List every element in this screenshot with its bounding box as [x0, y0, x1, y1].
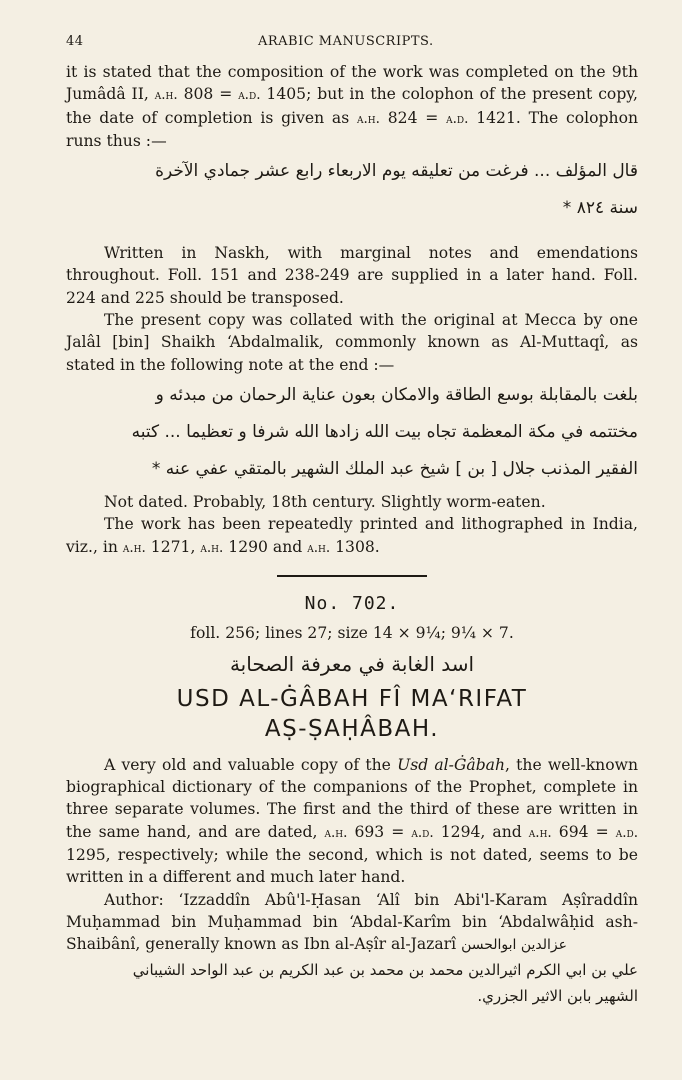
entry-title: [66, 684, 638, 744]
entry-collation: foll. 256; lines 27; size 14 × 9¼; 9¼ × 7.: [190, 623, 514, 642]
section-divider: [277, 575, 427, 577]
entry-arabic-title: اسد الغابة في معرفة الصحابة: [229, 651, 475, 676]
arabic-note-line-1: بلغت بالمقابلة بوسع الطاقة والامكان بعون عناية الرحمان من مبدئه و: [155, 384, 638, 405]
collation-note-paragraph: The present copy was collated with the original at Mecca by one Jalâl [bin] Shaikh ‘Abdalmalik, commonly known as Al-Muttaqî, as stated in the following note at the end :—: [66, 311, 638, 374]
script-description-paragraph: Written in Naskh, with marginal notes and emendations throughout. Foll. 151 and 238-249 are supplied in a later hand. Foll. 224 and 225 should be transposed.: [66, 244, 638, 307]
printing-history-paragraph: The work has been repeatedly printed and lithographed in India, viz., in a.h. 1271, a.h. 1290 and a.h. 1308.: [66, 515, 638, 556]
entry-title-line-2: AṢ-ṢAḤÂBAH.: [264, 715, 440, 742]
author-arabic-inline: عزالدين ابوالحسن: [461, 937, 568, 954]
arabic-note-line-2: مختتمه في مكة المعظمة تجاه بيت الله زادها الله شرفا و تعظيما ... كتبه: [131, 421, 638, 442]
author-arabic-line-1: علي بن ابي الكرم اثيرالدين محمد بن محمد بن عبد الكريم بن عبد الواحد الشيباني: [132, 960, 638, 979]
date-condition-paragraph: Not dated. Probably, 18th century. Slightly worm-eaten.: [104, 492, 546, 511]
arabic-note-line-3: الفقير المذنب جلال [ بن ] شيخ عبد الملك الشهير بالمتقي عفي عنه *: [151, 458, 638, 479]
entry-title-line-1: USD AL-ĠÂBAH FÎ MA‘RIFAT: [176, 685, 528, 712]
running-head: [66, 34, 638, 49]
arabic-colophon-line-1: قال المؤلف ... فرغت من تعليقه يوم الاربعاء رابع عشر جمادي الآخرة: [155, 161, 638, 182]
work-title-italic: Usd al-Ġâbah: [397, 755, 506, 774]
entry-number: No. 702.: [304, 592, 400, 614]
author-arabic-line-2: الشهير بابن الاثير الجزري.: [477, 986, 638, 1005]
page-number: 44: [66, 34, 84, 49]
entry-description-paragraph: A very old and valuable copy of the Usd al-Ġâbah, the well-known biographical dictionary of the companions of the Prophet, complete in three separate volumes. The first and the third of these are written in the same hand, and are dated, a.h. 693 = a.d. 1294, and a.h. 694 = a.d. 1295, respectively; while the second, which is not dated, seems to be written in a different and much later hand.: [66, 755, 639, 887]
colophon-intro-paragraph: it is stated that the composition of the work was completed on the 9th Jumâdâ II, a.h. 808 = a.d. 1405; but in the colophon of the present copy, the date of completion is given as a.h. 824 = a.d. 1421. The colophon runs thus :—: [66, 63, 639, 150]
author-paragraph: Author: ‘Izzaddîn Abû'l-Ḥasan ‘Alî bin Abi'l-Karam Aṣîraddîn Muḥammad bin Muḥammad bin ‘Abdal-Karîm bin ‘Abdalwâḥid ash-Shaibânî, generally known as Ibn al-Aṣîr al-Jazarî عزالدين ابوالحسن: [66, 890, 638, 954]
running-title: ARABIC MANUSCRIPTS.: [257, 34, 434, 49]
arabic-colophon-line-2: سنة ٨٢٤ *: [562, 198, 638, 219]
